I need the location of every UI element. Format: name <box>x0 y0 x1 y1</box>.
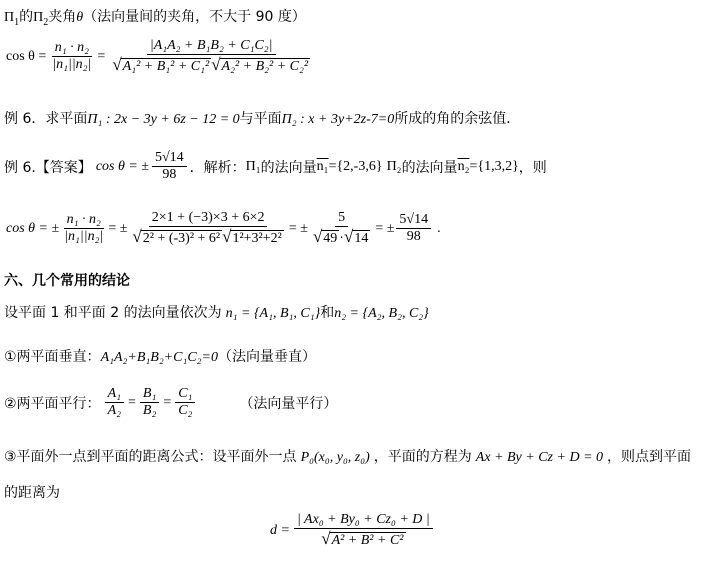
ratio-c1: C₁ <box>175 386 195 403</box>
f2-final-den: 98 <box>406 229 421 244</box>
answer-pi2: Π₂ <box>386 158 402 174</box>
answer-prefix: 例 6.【答案】 <box>4 159 92 176</box>
text-angle: 夹角 <box>48 9 77 25</box>
cos-formula-general <box>6 38 313 75</box>
item3-line2: 的距离为 <box>4 485 60 501</box>
ratio-a1: A₁ <box>105 386 124 403</box>
f2-sqrt14: 14 <box>354 231 369 246</box>
item3-point: P₀(x₀, y₀, z₀) <box>300 450 370 465</box>
f2-end: . <box>437 220 441 236</box>
f2-numeric-fraction: $\frac{2\times 1 + (-3)\times 3 + 6\times 2}{\text{√2² + (-3)² + 6² √1²+3²+2²}}$ <box>132 210 282 246</box>
coefficient-denominator: √A₁² + B₁² + C₁² √A₂² + B₂² + C₂² <box>112 55 309 74</box>
angle-note: （法向量间的夹角，不大于 90 度） <box>83 9 306 25</box>
item3-mid: ，平面的方程为 <box>373 449 472 465</box>
answer-n1: n₁ <box>316 158 329 174</box>
f2-simplified-fraction: $\frac{5}{√49 \cdot√14}$ <box>312 210 369 246</box>
cos-lhs: cos θ = <box>6 48 47 64</box>
item1-perpendicular <box>4 346 316 366</box>
f2-simplified-num: 5 <box>335 210 348 227</box>
example6-answer <box>4 150 547 183</box>
f2-final-fraction <box>396 212 431 245</box>
answer-cos: cos θ = ± <box>95 158 149 174</box>
distance-fraction: $\frac{\text{| Ax₀ + By₀ + Cz₀ + D |}}{\text{√A² + B² + C²}}$ <box>294 512 433 549</box>
answer-numerator: 5√14 <box>152 150 187 167</box>
item2-note: （法向量平行） <box>239 395 338 412</box>
distance-lhs: d = <box>270 522 290 538</box>
text-de: 的 <box>19 9 34 25</box>
ratio-a <box>105 386 124 419</box>
f2-eq3: = ± <box>375 220 395 236</box>
vector-fraction <box>49 40 94 73</box>
normals-and: 和 <box>320 305 335 321</box>
f2-sqrt49: 49 <box>323 231 338 246</box>
f2-vector-den: |n₁||n₂| <box>64 229 104 244</box>
vector-dot-product: n₁ · n₂ <box>52 40 92 57</box>
f2-lhs: cos θ = ± <box>6 220 60 236</box>
plane2-equation: Π₂ : x + 3y+2z-7=0 <box>281 112 395 127</box>
item3-end: ，则点到平面 <box>607 449 692 465</box>
analysis-label: ．解析： <box>189 159 246 176</box>
item3-plane: Ax + By + Cz + D = 0 <box>475 450 604 465</box>
answer-text1: 的法向量 <box>260 159 317 176</box>
normals-line <box>4 302 429 322</box>
answer-n1-value: ={2,-3,6} <box>328 158 383 174</box>
pi2-symbol: Π <box>33 10 44 25</box>
f2-eq2: = ± <box>288 220 308 236</box>
f2-sqrt1: 2² + (-3)² + 6² <box>142 231 221 246</box>
item1-note: （法向量垂直） <box>218 349 316 365</box>
example6-question <box>4 108 520 128</box>
distance-denominator: A² + B² + C² <box>331 533 404 548</box>
item3-distance <box>4 446 691 466</box>
item1-formula: A₁A₂+B₁B₂+C₁C₂=0 <box>100 350 218 365</box>
ratio-b1: B₁ <box>140 386 159 403</box>
coefficient-fraction <box>109 38 313 75</box>
distance-formula <box>270 512 433 549</box>
coefficient-numerator: |A₁A₂ + B₁B₂ + C₁C₂| <box>147 38 276 55</box>
answer-n2: n₂ <box>457 158 470 174</box>
pi1-subscript: 1 <box>14 16 20 28</box>
plane1-equation: Π₁ : 2x − 3y + 6z − 12 = 0 <box>87 112 240 127</box>
sqrt-a1: A₁² + B₁² + C₁² <box>122 59 210 74</box>
answer-fraction <box>152 150 187 183</box>
sqrt-a2: A₂² + B₂² + C₂² <box>221 59 309 74</box>
f2-sqrt2: 1²+3²+2² <box>232 231 282 246</box>
answer-n2-value: ={1,3,2} <box>469 158 519 174</box>
answer-end: ，则 <box>518 159 547 176</box>
cos-formula-example <box>6 210 441 247</box>
answer-pi1: Π₁ <box>245 158 261 174</box>
f2-numeric-num: 2×1 + (−3)×3 + 6×2 <box>149 210 268 227</box>
ratio-b <box>140 386 159 419</box>
pi2-subscript: 2 <box>43 16 49 28</box>
f2-dot: · <box>339 231 344 246</box>
answer-text2: 的法向量 <box>401 159 458 176</box>
f2-vector-num: n₁ · n₂ <box>64 212 104 229</box>
f2-vector-fraction <box>61 212 106 245</box>
example6-mid: 与平面 <box>239 111 282 127</box>
item2-parallel: ②两平面平行： $\frac{\text{A₁}}{\text{A₂}}$ = $\frac{\text{B₁}}{\text{B₂}}$ = $\frac{\text{C₁}}{\text{C₂}}$ （法向量平行） <box>4 386 338 418</box>
normals-text: 设平面 1 和平面 2 的法向量依次为 <box>4 305 222 321</box>
ratio-b2: B₂ <box>142 403 157 418</box>
item1-label: ①两平面垂直： <box>4 349 101 365</box>
normal-n2: n₂ = {A₂, B₂, C₂} <box>334 306 429 321</box>
f2-final-num: 5√14 <box>396 212 431 229</box>
section6-heading: 六、几个常用的结论 <box>4 273 130 289</box>
item2-label: ②两平面平行： <box>4 395 101 412</box>
pi1-symbol: Π <box>4 10 15 25</box>
f2-eq1: = ± <box>108 220 128 236</box>
ratio-c2: C₂ <box>178 403 193 418</box>
vector-norms: |n₁||n₂| <box>52 57 92 72</box>
ratio-a2: A₂ <box>107 403 121 418</box>
example6-suffix: 所成的角的余弦值． <box>394 111 521 127</box>
item3-label: ③平面外一点到平面的距离公式：设平面外一点 <box>4 449 297 465</box>
equals: = <box>97 48 106 64</box>
example6-prefix: 例 6．求平面 <box>4 111 88 127</box>
distance-numerator: | Ax₀ + By₀ + Cz₀ + D | <box>294 512 433 529</box>
answer-denominator: 98 <box>162 167 177 182</box>
ratio-c <box>175 386 195 419</box>
theta-symbol: θ <box>76 10 84 25</box>
normal-n1: n₁ = {A₁, B₁, C₁} <box>225 306 321 321</box>
angle-definition-line <box>4 6 306 28</box>
